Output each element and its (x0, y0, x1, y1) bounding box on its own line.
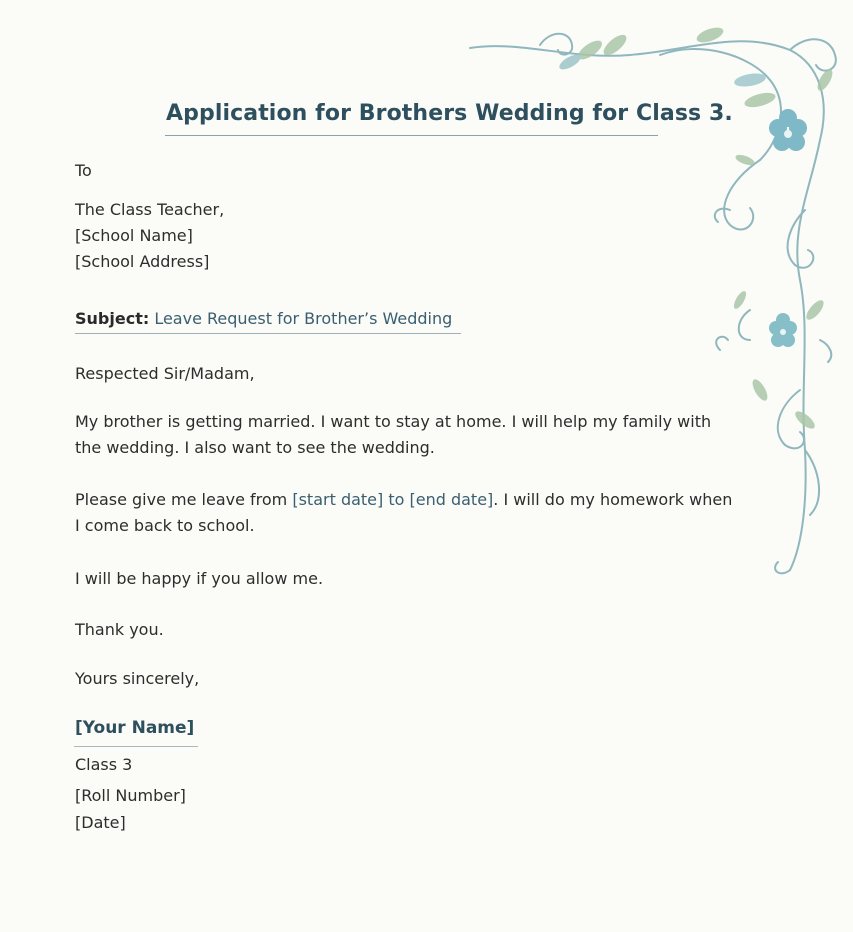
salutation: Respected Sir/Madam, (75, 364, 255, 383)
date-connector: to (383, 490, 410, 509)
closing-line: Yours sincerely, (75, 669, 200, 688)
to-label: To (75, 161, 92, 180)
subject-line (75, 306, 452, 332)
signature-name: [Your Name] (75, 718, 195, 738)
signature-underline (74, 746, 198, 747)
signature-class: Class 3 (75, 755, 133, 774)
start-date-placeholder: [start date] (292, 490, 384, 509)
blue-flower-small-icon (769, 313, 797, 347)
paragraph-2-line-1 (75, 487, 732, 513)
signature-date: [Date] (75, 813, 126, 832)
recipient-line-1: The Class Teacher, (75, 200, 225, 219)
signature-roll-number: [Roll Number] (75, 786, 186, 805)
page-title: Application for Brothers Wedding for Class 3. (166, 101, 733, 126)
paragraph-2-suffix: . I will do my homework when (493, 490, 733, 509)
paragraph-1-line-2: the wedding. I also want to see the wedding. (75, 438, 435, 457)
recipient-school-name: [School Name] (75, 226, 193, 245)
paragraph-1-line-1: My brother is getting married. I want to stay at home. I will help my family with (75, 412, 712, 431)
recipient-school-address: [School Address] (75, 252, 210, 271)
subject-label: Subject: (75, 309, 150, 328)
subject-text: Leave Request for Brother’s Wedding (154, 309, 453, 328)
end-date-placeholder: [end date] (409, 490, 494, 509)
paragraph-2-prefix: Please give me leave from (75, 490, 293, 509)
title-underline (165, 135, 658, 136)
paragraph-3: I will be happy if you allow me. (75, 569, 324, 588)
thanks-line: Thank you. (75, 620, 164, 639)
blue-flower-icon (769, 109, 807, 151)
paragraph-2-line-2: I come back to school. (75, 516, 255, 535)
subject-underline (75, 333, 461, 334)
